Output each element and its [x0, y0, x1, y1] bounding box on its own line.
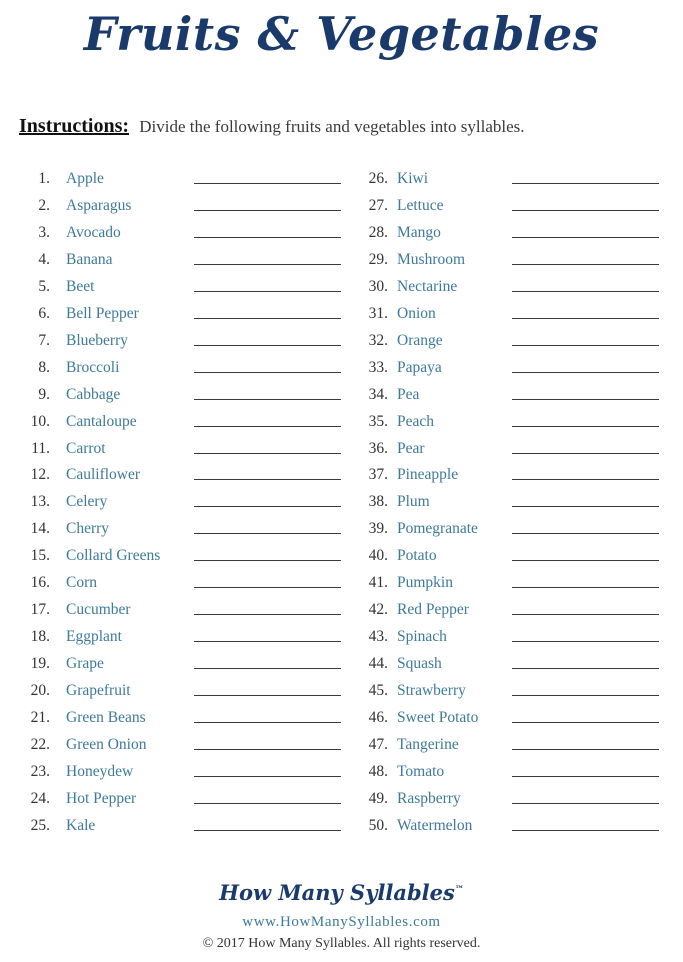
item-number: 18. [30, 628, 50, 646]
list-item [0, 275, 683, 302]
item-name: Cabbage [66, 385, 121, 403]
item-name: Grapefruit [66, 682, 131, 700]
item-number: 33. [368, 358, 388, 376]
item-number: 27. [368, 196, 388, 214]
item-name: Potato [397, 547, 437, 565]
list-item [0, 814, 683, 841]
item-number: 6. [38, 304, 50, 322]
page-title: Fruits & Vegetables [83, 7, 600, 61]
item-number: 24. [30, 789, 50, 807]
item-number: 19. [30, 655, 50, 673]
item-name: Pomegranate [397, 520, 478, 538]
answer-line[interactable] [512, 479, 659, 480]
item-name: Honeydew [66, 762, 134, 780]
item-name: Carrot [66, 439, 106, 457]
answer-line[interactable] [512, 560, 659, 561]
item-name: Pineapple [397, 466, 459, 484]
list-item [0, 760, 683, 787]
item-name: Squash [397, 655, 442, 673]
item-number: 43. [368, 628, 388, 646]
item-number: 46. [368, 709, 388, 726]
list-item [0, 787, 683, 814]
item-number: 14. [30, 520, 50, 538]
item-name: Bell Pepper [66, 304, 139, 322]
answer-line[interactable] [512, 291, 659, 292]
item-number: 13. [30, 493, 50, 511]
footer-copyright: © 2017 How Many Syllables. All rights reserved. [202, 936, 481, 951]
item-number: 45. [368, 682, 388, 700]
item-name: Apple [66, 170, 104, 187]
trademark-symbol: ™ [454, 885, 464, 895]
item-name: Tangerine [397, 735, 459, 753]
answer-line[interactable] [512, 614, 659, 615]
list-item [0, 517, 683, 544]
item-name: Cucumber [66, 601, 131, 619]
answer-line[interactable] [512, 641, 659, 642]
item-number: 22. [30, 735, 50, 753]
list-item [0, 679, 683, 706]
instructions-text: Divide the following fruits and vegetables into syllables. [139, 117, 525, 136]
item-number: 20. [30, 682, 50, 700]
item-name: Sweet Potato [397, 709, 479, 726]
item-number: 40. [368, 547, 388, 565]
item-number: 39. [368, 520, 388, 538]
answer-line[interactable] [512, 237, 659, 238]
answer-line[interactable] [512, 506, 659, 507]
list-item [0, 383, 683, 410]
item-name: Banana [66, 250, 113, 268]
item-number: 23. [30, 762, 50, 780]
answer-line[interactable] [512, 318, 659, 319]
item-name: Tomato [397, 762, 445, 780]
item-number: 48. [368, 762, 388, 780]
answer-line[interactable] [512, 372, 659, 373]
item-number: 4. [38, 250, 50, 268]
item-name: Hot Pepper [66, 789, 137, 807]
footer-brand-name: How Many Syllables [219, 880, 455, 905]
item-name: Eggplant [66, 628, 122, 646]
answer-line[interactable] [512, 749, 659, 750]
item-name: Peach [397, 412, 435, 430]
item-number: 49. [368, 789, 388, 807]
item-number: 9. [38, 385, 50, 403]
item-number: 7. [38, 331, 50, 349]
answer-line[interactable] [512, 210, 659, 211]
item-name: Watermelon [397, 816, 473, 834]
list-item [0, 598, 683, 625]
instructions [19, 114, 669, 139]
item-number: 25. [30, 816, 50, 834]
item-name: Pumpkin [397, 574, 453, 592]
item-number: 8. [38, 358, 50, 376]
list-item [0, 248, 683, 275]
item-name: Cantaloupe [66, 412, 137, 430]
answer-line[interactable] [512, 183, 659, 184]
item-number: 29. [368, 250, 388, 268]
item-number: 34. [368, 385, 388, 403]
answer-line[interactable] [512, 426, 659, 427]
item-name: Blueberry [66, 331, 128, 349]
answer-line[interactable] [512, 453, 659, 454]
list-item [0, 302, 683, 329]
item-number: 42. [368, 601, 388, 619]
item-name: Orange [397, 331, 443, 349]
answer-line[interactable] [512, 830, 659, 831]
list-item [0, 571, 683, 598]
item-name: Spinach [397, 628, 447, 646]
item-name: Celery [66, 493, 108, 511]
item-name: Cauliflower [66, 466, 141, 484]
item-number: 28. [368, 223, 388, 241]
item-number: 21. [30, 709, 50, 726]
item-name: Papaya [397, 358, 442, 376]
item-name: Pear [397, 439, 425, 457]
list-item [0, 463, 683, 490]
answer-line[interactable] [512, 533, 659, 534]
item-number: 35. [368, 412, 388, 430]
item-name: Red Pepper [397, 601, 469, 619]
item-number: 17. [30, 601, 50, 619]
item-name: Pea [397, 385, 420, 403]
item-number: 3. [38, 223, 50, 241]
list-item [0, 329, 683, 356]
list-item [0, 194, 683, 221]
list-item [0, 733, 683, 760]
item-name: Kiwi [397, 170, 428, 187]
item-number: 2. [38, 196, 50, 214]
list-item [0, 167, 683, 194]
item-name: Beet [66, 277, 95, 295]
answer-line[interactable] [512, 587, 659, 588]
item-name: Cherry [66, 520, 110, 538]
item-name: Corn [66, 574, 97, 592]
item-name: Nectarine [397, 277, 458, 295]
item-number: 10. [30, 412, 50, 430]
item-name: Mango [397, 223, 441, 241]
list-item [0, 490, 683, 517]
list-item [0, 356, 683, 383]
item-name: Avocado [66, 223, 121, 241]
list-item [0, 544, 683, 571]
item-number: 47. [368, 735, 388, 753]
item-number: 37. [368, 466, 388, 484]
answer-line[interactable] [512, 695, 659, 696]
item-name: Raspberry [397, 789, 461, 807]
answer-line[interactable] [512, 264, 659, 265]
item-name: Green Beans [66, 709, 146, 726]
item-name: Asparagus [66, 196, 132, 214]
list-item [0, 221, 683, 248]
list-item [0, 410, 683, 437]
item-number: 5. [38, 277, 50, 295]
answer-line[interactable] [512, 668, 659, 669]
list-item [0, 437, 683, 464]
answer-line[interactable] [512, 722, 659, 723]
item-name: Kale [66, 816, 96, 834]
item-number: 1. [38, 170, 50, 187]
item-name: Lettuce [397, 196, 444, 214]
item-name: Plum [397, 493, 430, 511]
item-name: Mushroom [397, 250, 466, 268]
item-name: Strawberry [397, 682, 466, 700]
item-number: 38. [368, 493, 388, 511]
item-name: Onion [397, 304, 436, 322]
item-number: 41. [368, 574, 388, 592]
item-number: 32. [368, 331, 388, 349]
list-item [0, 652, 683, 679]
item-number: 12. [30, 466, 50, 484]
item-name: Green Onion [66, 735, 147, 753]
list-item [0, 706, 683, 733]
item-name: Grape [66, 655, 104, 673]
item-number: 30. [368, 277, 388, 295]
item-name: Broccoli [66, 358, 120, 376]
answer-line[interactable] [512, 803, 659, 804]
item-number: 44. [368, 655, 388, 673]
item-number: 50. [368, 816, 388, 834]
item-number: 36. [368, 439, 388, 457]
item-name: Collard Greens [66, 547, 161, 565]
instructions-label: Instructions: [19, 115, 130, 137]
item-number: 15. [30, 547, 50, 565]
item-number: 11. [31, 439, 50, 457]
footer-brand [0, 876, 683, 907]
answer-line[interactable] [512, 776, 659, 777]
item-number: 26. [368, 170, 388, 187]
answer-line[interactable] [512, 399, 659, 400]
item-number: 31. [368, 304, 388, 322]
item-number: 16. [30, 574, 50, 592]
answer-line[interactable] [512, 345, 659, 346]
list-item [0, 625, 683, 652]
footer-url: www.HowManySyllables.com [242, 914, 441, 930]
